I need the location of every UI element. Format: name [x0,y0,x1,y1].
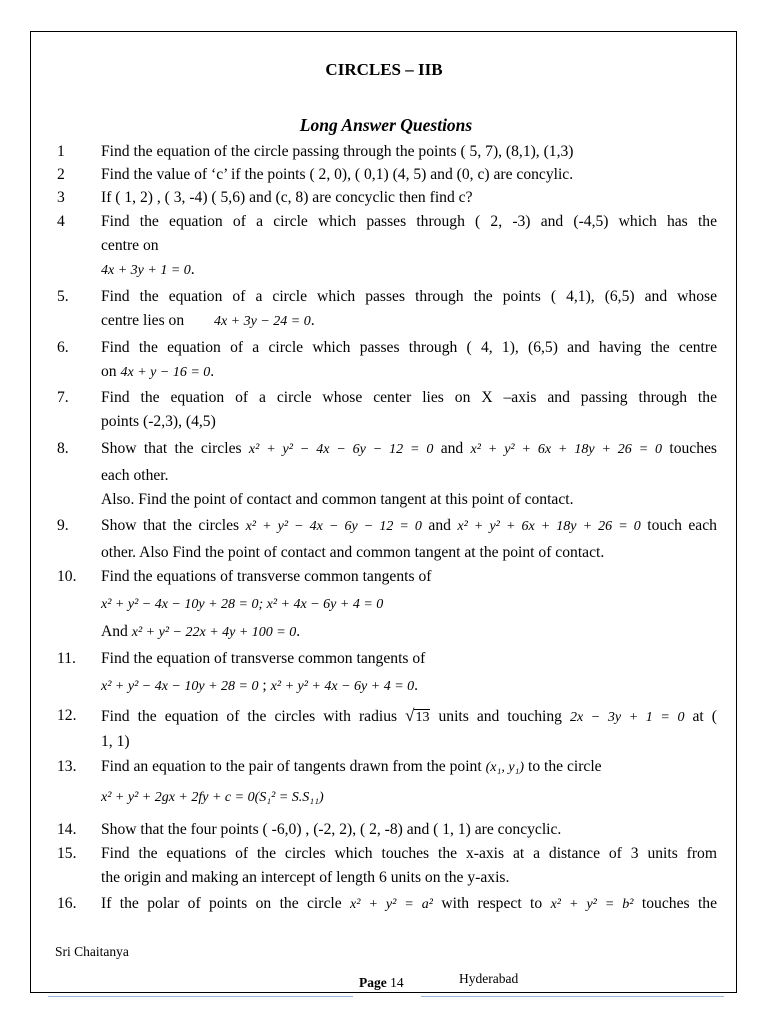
question-text: Show that the circles [101,440,242,457]
question-number: 4 [57,213,65,230]
equation: x² + y² + 6x + 18y + 26 = 0 [457,519,641,534]
question-number: 5. [57,288,69,305]
equation: 4x + y − 16 = 0 [120,365,211,380]
question-text: ; [262,677,267,694]
question-12 [57,704,717,754]
question-text: If the polar of points on the circle [101,895,342,912]
question-text: the origin and making an intercept of length 6 units on the y-axis. [101,869,510,886]
question-text: to the circle [527,758,602,775]
page-number [359,975,404,991]
page-number-value: 14 [390,975,404,990]
footer-rule-left [48,996,353,997]
equation: 2x − 3y + 1 = 0 [569,710,685,725]
question-text: centre lies on [101,312,185,329]
question-text: Find the value of ‘c’ if the points ( 2, 0), ( 0,1) (4, 5) and (0, c) are concylic. [101,166,574,183]
question-text: and [428,517,451,534]
question-text: Find the equation of a circle which passes through the points ( 4,1), (6,5) and whose [101,288,717,305]
question-number: 11. [57,650,76,667]
equation: x² + y² = a² [350,897,433,912]
question-10 [57,565,717,645]
question-text: other. Also Find the point of contact and common tangent at the point of contact. [101,544,605,561]
question-text: Also. Find the point of contact and common tangent at this point of contact. [101,491,574,508]
question-text: If ( 1, 2) , ( 3, -4) ( 5,6) and (c, 8) are concyclic then find c? [101,189,473,206]
question-text: on [101,363,117,380]
equation: x² + y² + 6x + 18y + 26 = 0 [470,442,663,457]
question-14 [57,818,717,842]
equation: (x₁, y₁) [485,760,525,775]
question-number: 1 [57,143,65,160]
question-number: 10. [57,568,77,585]
equation: x² + y² − 4x − 6y − 12 = 0 [248,442,434,457]
equation: 4x + 3y − 24 = 0 [213,314,311,329]
question-13 [57,755,717,810]
question-text: Find the equation of transverse common tangents of [101,650,426,667]
question-text: 1, 1) [101,733,130,750]
question-text: Find the equation of a circle whose center lies on X –axis and passing through the [101,389,717,406]
question-text: at ( [692,708,717,725]
question-text: with respect to [441,895,543,912]
question-text: Find an equation to the pair of tangents drawn from the point [101,758,482,775]
question-number: 6. [57,339,69,356]
question-3 [57,186,717,210]
equation: x² + y² + 4x − 6y + 4 = 0 [270,679,415,694]
question-text: Find the equations of transverse common tangents of [101,568,432,585]
question-text: points (-2,3), (4,5) [101,413,216,430]
question-number: 15. [57,845,77,862]
question-number: 3 [57,189,65,206]
question-1 [57,140,717,164]
question-7 [57,386,717,434]
section-heading: Long Answer Questions [299,115,473,135]
question-9 [57,514,717,565]
question-text: touches [669,440,717,457]
footer-rule-right [421,996,724,997]
radicand: 13 [415,710,430,725]
question-15 [57,842,717,890]
question-number: 2 [57,166,65,183]
question-text: . [210,363,215,380]
question-text: units and touching [438,708,562,725]
question-number: 7. [57,389,69,406]
question-text: . [296,623,301,640]
question-text: touches the [641,895,718,912]
square-root: √13 [405,706,430,725]
question-11 [57,647,717,699]
question-text: touch each [647,517,717,534]
question-text: Find the equation of the circle passing through the points ( 5, 7), (8,1), (1,3) [101,143,574,160]
question-8 [57,437,717,512]
question-text: Find the equations of the circles which touches the x-axis at a distance of 3 units from [101,845,717,862]
question-16 [57,892,717,917]
question-number: 16. [57,895,77,912]
footer-publisher: Sri Chaitanya [55,944,129,959]
question-number: 8. [57,440,69,457]
question-text: Show that the four points ( -6,0) , (-2, 2), ( 2, -8) and ( 1, 1) are concyclic. [101,821,562,838]
question-text: and [440,440,464,457]
question-number: 12. [57,707,77,724]
question-text: Show that the circles [101,517,240,534]
question-number: 9. [57,517,69,534]
equation: x² + y² + 2gx + 2fy + c = 0(S₁² = S.S₁₁) [101,790,324,805]
page-title: CIRCLES – IIB [325,60,443,79]
equation: 4x + 3y + 1 = 0 [101,263,191,278]
question-text: Find the equation of the circles with radius [101,708,398,725]
question-number: 13. [57,758,77,775]
question-text: . [414,677,419,694]
equation: x² + y² − 22x + 4y + 100 = 0 [131,625,297,640]
question-text: . [310,312,315,329]
question-text: Find the equation of a circle which passes through ( 4, 1), (6,5) and having the centre [101,339,717,356]
question-text: And [101,623,128,640]
question-6 [57,336,717,385]
equation: x² + y² − 4x − 10y + 28 = 0 [101,679,259,694]
question-2 [57,163,717,187]
question-4 [57,210,717,283]
equation: x² + y² = b² [550,897,634,912]
page-label: Page [359,975,387,990]
footer-city: Hyderabad [459,971,519,986]
question-text: each other. [101,467,169,484]
question-number: 14. [57,821,77,838]
question-5 [57,285,717,334]
equation: x² + y² − 4x − 6y − 12 = 0 [245,519,422,534]
question-text: centre on [101,237,159,254]
equation: x² + y² − 4x − 10y + 28 = 0; x² + 4x − 6y + 4 = 0 [101,597,384,612]
question-text: . [190,261,195,278]
question-text: Find the equation of a circle which passes through ( 2, -3) and (-4,5) which has the [101,213,717,230]
